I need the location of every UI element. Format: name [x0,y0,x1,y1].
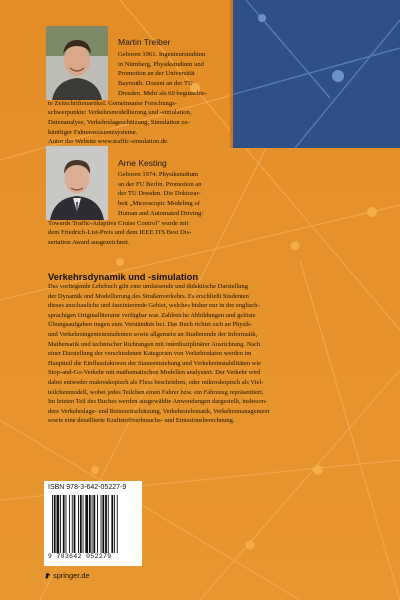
bio-line: in Nürnberg, Physikstudium und [118,60,204,68]
barcode-bar [101,495,102,553]
bio-line: Geboren 1974. Physikstudium [118,171,199,178]
bio-line: Towards Traffic-Adaptive Cruise Control" wurde mit [48,219,189,227]
barcode-graphic [50,495,136,553]
bio-line: dem Friedrich-List-Preis und dem IEEE ITS Best Dis- [48,229,192,237]
bio-line: Promotion an der Universität [118,70,195,78]
description-line: der Dynamik und Modellierung des Straßenverkehrs. Es erschließt Studenten [48,292,249,300]
bio-line: Dresden. Mehr als 60 begutachte- [118,89,208,97]
bio-line: der TU Dresden. Die Doktorar- [118,190,201,198]
barcode-bar [80,495,82,553]
description-line: teilchenmodell, wobei jedes Teilchen einen Fahrer bzw. ein Fahrzeug repräsentiert. [48,388,264,396]
bio-line: te Zeitschriftenartikel. Gemeinsame Forschungs- [48,99,177,107]
author-bio-treiber [48,50,207,147]
book-title: Verkehrsdynamik und -simulation [48,271,199,282]
barcode-bar [85,495,88,553]
bio-line: Autor der Website www.traffic-simulation.de. [48,138,169,146]
bio-line: an der FU Berlin. Promotion an [118,180,202,188]
isbn-label: ISBN 978-3-642-05227-9 [48,484,127,491]
bio-line: beit „Microscopic Modeling of [118,200,200,208]
publisher-footer [44,571,90,580]
bio-line: Geboren 1961. Ingenieurstudium [118,51,206,58]
bio-line: sertation Award ausgezeichnet. [48,238,130,246]
description-line: Übungsaufgaben tragen zum Verständnis bei. Das Buch richtet sich an Physik- [48,321,253,329]
description-line: sowie eine detaillierte Kraftstoffverbrauchs- und Emissionsberechnung. [48,417,235,425]
description-line: Im letzten Teil des Buches werden ausgewählte Anwendungen dargestellt, insbeson- [48,398,268,406]
bio-line: Human and Automated Driving: [118,209,204,217]
book-description [48,282,358,426]
description-line: Stop-and-Go-Verkehr mit mathematischen Modellen analysiert. Der Verkehr wird [48,369,261,377]
barcode-bar [105,495,107,553]
description-line: sprachigen Originalliteratur verfügbar war. Zahlreiche Abbildungen und gelöste [48,311,256,319]
barcode-bar [92,495,93,553]
barcode-bar [97,495,98,553]
barcode-bar [78,495,79,553]
barcode-bar [57,495,60,553]
bio-line: Bayreuth. Dozent an der TU [118,80,193,88]
description-line: Mathematik und technischer Richtungen mit interdisziplinärer Ausrichtung. Nach [48,340,261,348]
springer-horse-icon [44,572,51,579]
barcode-bar [69,495,70,553]
barcode-bar [54,495,56,553]
barcode-bar [117,495,118,553]
barcode-bar [102,495,104,553]
barcode-bar [60,495,61,553]
barcode-bar [114,495,115,553]
barcode-bar [93,495,95,553]
barcode-bar [52,495,53,553]
description-line: dere Verkehrslage- und Reisezeitschätzung, Verkehrstelematik, Verkehrsmanagement [48,407,270,415]
description-line: Hauptteil die Einflussfaktoren der Staueentstehung und Verkehrsinstabilitäten wie [48,359,262,367]
barcode-bar [89,495,91,553]
description-line: einer Darstellung der verschiedenen Kategorien von Verkehrsdaten werden im [48,350,252,358]
barcode-bar [72,495,73,553]
description-line: Das vorliegende Lehrbuch gibt eine umfassende und didaktische Darstellung [48,283,248,290]
barcode-bar [108,495,109,553]
barcode-number: 9 783642 052279 [48,553,112,560]
description-line: und Verkehrsingenieurstudenten sowie allgemein an Studierende der Informatik, [48,330,258,338]
author-bio-kesting [48,170,203,248]
bio-line: schwerpunkte: Verkehrsmodellierung und -simulation, [48,109,192,117]
isbn-barcode-box [44,481,142,566]
bio-line: Datenanalyse, Verkehrslageschätzung, Simulation zu- [48,118,190,126]
barcode-bar [83,495,84,553]
barcode-bar [74,495,76,553]
barcode-bar [111,495,113,553]
bio-line: künftiger Fahrerassistenzsysteme. [48,128,138,136]
publisher-website[interactable]: springer.de [53,571,90,580]
description-line: dieses anschauliche und faszinierende Gebiet, welches bisher nur in der englisch- [48,302,260,310]
description-line: dabei entweder makroskopisch als Fluss beschrieben, oder mikroskopisch als Viel- [48,378,264,386]
author-name-kesting: Arne Kesting [118,158,167,168]
barcode-bar [66,495,67,553]
author-name-treiber: Martin Treiber [118,37,171,47]
barcode-bar [63,495,65,553]
